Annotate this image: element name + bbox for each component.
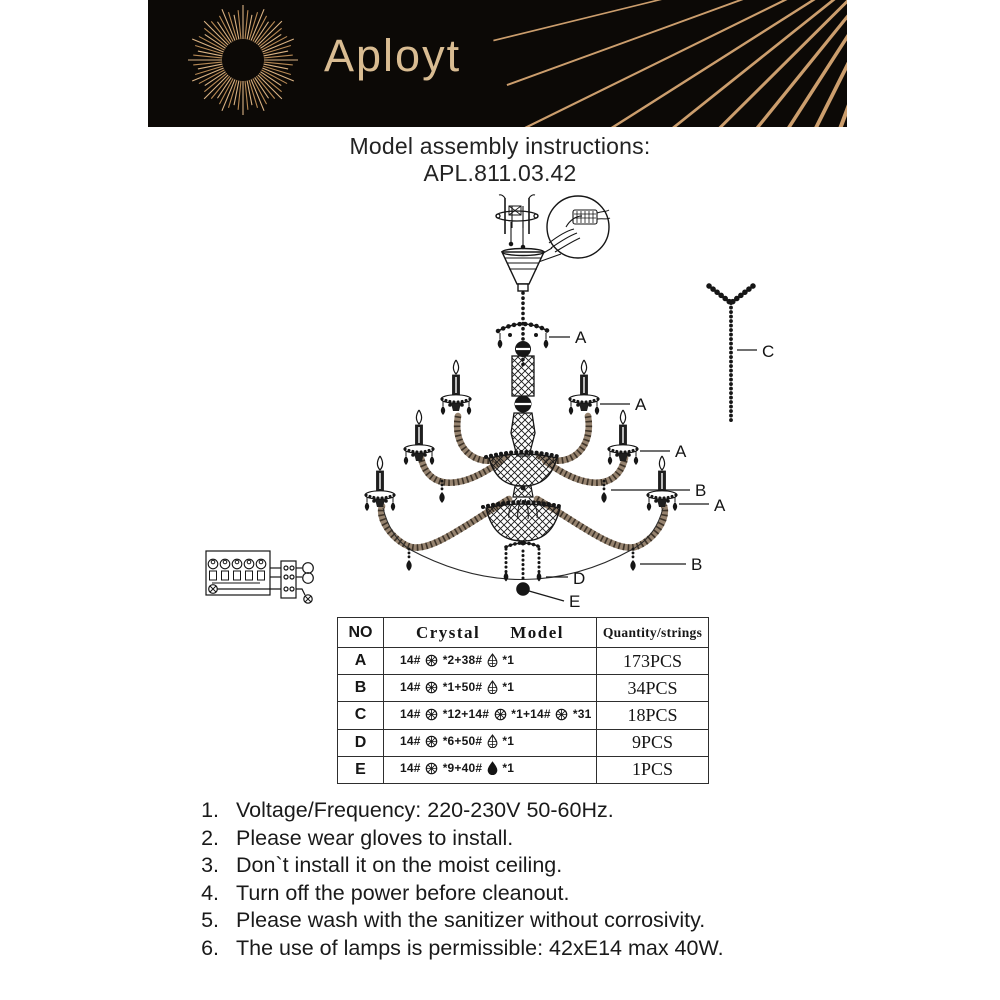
table-row (338, 675, 709, 702)
lower-crystal-bowl (483, 502, 563, 546)
callout-label-a1: A (575, 328, 587, 347)
beaded-y-string (709, 286, 753, 424)
callout-label-d: D (573, 569, 586, 588)
title-block (0, 133, 1000, 187)
row-letter: B (338, 675, 384, 702)
page-title: Model assembly instructions: (349, 133, 651, 159)
candle-light (365, 456, 395, 511)
candle-light (608, 410, 638, 465)
row-letter: C (338, 702, 384, 729)
round-crystal-icon (425, 681, 438, 697)
instruction-number: 3. (201, 853, 219, 878)
row-model: 14# *1+50# *1 (384, 675, 597, 702)
candle-light (404, 410, 434, 465)
chandelier-diagram (150, 188, 850, 616)
header-crystal-model: Crystal Model (384, 618, 597, 648)
instruction-text: The use of lamps is permissible: 42xE14 max 40W. (236, 935, 724, 960)
row-quantity: 9PCS (597, 729, 709, 756)
table-header-row (338, 618, 709, 648)
round-crystal-icon (425, 654, 438, 670)
row-letter: A (338, 648, 384, 675)
teardrop-crystal-icon (487, 680, 498, 697)
teardrop-crystal-icon (487, 653, 498, 670)
header-quantity: Quantity/strings (597, 618, 709, 648)
callout-label-c: C (762, 342, 775, 361)
row-model: 14# *12+14# *1+14# *31 (384, 702, 597, 729)
round-crystal-icon (555, 708, 568, 724)
instruction-item (197, 797, 877, 825)
row-letter: D (338, 729, 384, 756)
solid-teardrop-crystal-icon (487, 761, 498, 778)
row-model: 14# *6+50# *1 (384, 729, 597, 756)
row-model: 14# *2+38# *1 (384, 648, 597, 675)
brand-logo-text: Aployt (324, 30, 462, 81)
callout-label-b2: B (691, 555, 703, 574)
row-quantity: 1PCS (597, 756, 709, 783)
table-row (338, 756, 709, 783)
callout-label-a3: A (675, 442, 687, 461)
instruction-item (197, 825, 877, 853)
candle-light (569, 360, 599, 415)
table-row (338, 648, 709, 675)
table-row (338, 702, 709, 729)
round-crystal-icon (425, 762, 438, 778)
instruction-text: Don`t install it on the moist ceiling. (236, 853, 563, 878)
ceiling-bracket-drawing (496, 195, 538, 249)
row-letter: E (338, 756, 384, 783)
candle-light (441, 360, 471, 415)
model-number: APL.811.03.42 (423, 160, 577, 186)
instruction-text: Turn off the power before cleanout. (236, 880, 570, 905)
instruction-number: 1. (201, 798, 219, 822)
row-model: 14# *9+40# *1 (384, 756, 597, 783)
instruction-item (197, 880, 877, 908)
terminal-block-diagram (206, 551, 313, 603)
callout-label-a4: A (714, 496, 726, 515)
instruction-text: Please wash with the sanitizer without corrosivity. (236, 908, 706, 933)
callout-label-e: E (569, 592, 581, 611)
central-column (511, 356, 535, 456)
instruction-text: Please wear gloves to install. (236, 825, 514, 850)
crystal-parts-table (337, 617, 709, 784)
row-quantity: 173PCS (597, 648, 709, 675)
instruction-item (197, 935, 877, 963)
row-quantity: 18PCS (597, 702, 709, 729)
upper-crystal-bowl (486, 452, 560, 491)
round-crystal-icon (425, 735, 438, 751)
banner-decoration (148, 0, 847, 127)
brand-banner (148, 0, 847, 127)
round-crystal-icon (425, 708, 438, 724)
bottom-finial (504, 543, 542, 596)
candle-light (647, 456, 677, 511)
instruction-item (197, 852, 877, 880)
row-quantity: 34PCS (597, 675, 709, 702)
round-crystal-icon (494, 708, 507, 724)
instruction-list (197, 797, 877, 963)
instruction-text: Voltage/Frequency: 220-230V 50-60Hz. (236, 798, 614, 822)
ceiling-canopy (502, 249, 544, 292)
teardrop-crystal-icon (487, 734, 498, 751)
instruction-number: 6. (201, 935, 219, 960)
instruction-number: 5. (201, 908, 219, 933)
table-row (338, 729, 709, 756)
callout-label-a2: A (635, 395, 647, 414)
header-no: NO (338, 618, 384, 648)
callout-label-b1: B (695, 481, 707, 500)
instruction-number: 4. (201, 880, 219, 905)
instruction-item (197, 907, 877, 935)
instruction-number: 2. (201, 825, 219, 850)
